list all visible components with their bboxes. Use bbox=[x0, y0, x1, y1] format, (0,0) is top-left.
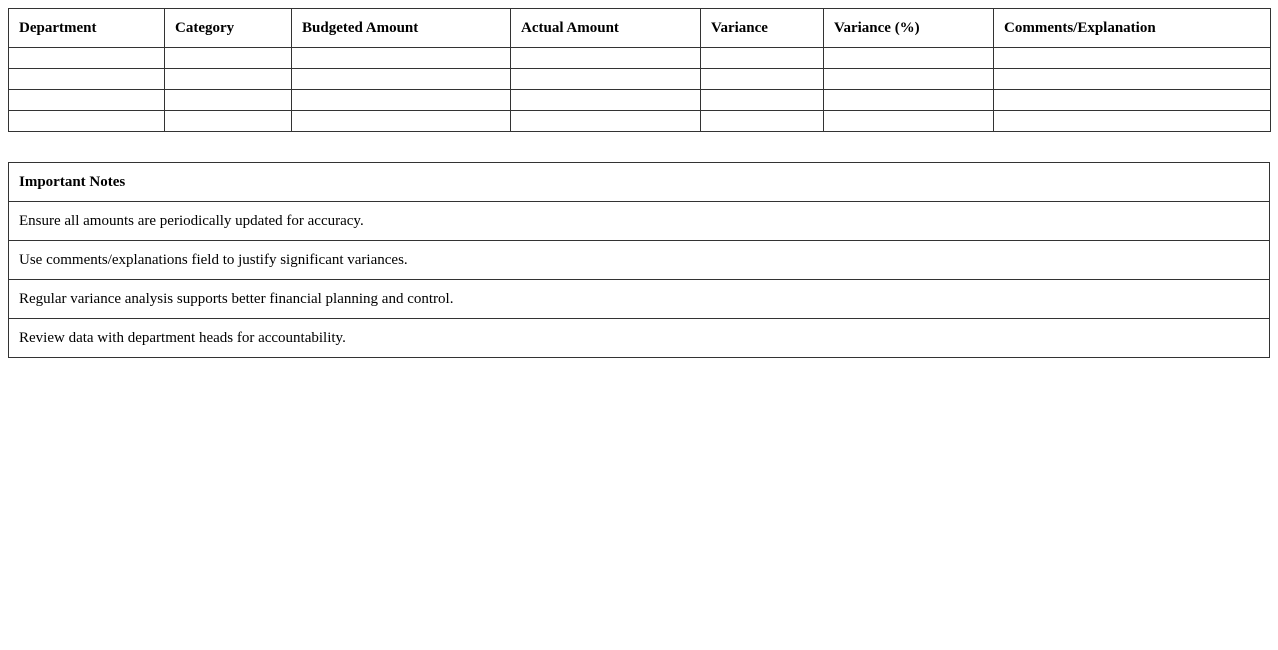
table-cell[interactable] bbox=[9, 48, 165, 69]
budget-variance-table bbox=[8, 8, 1271, 132]
table-cell[interactable] bbox=[824, 48, 994, 69]
table-row bbox=[9, 90, 1271, 111]
table-cell[interactable] bbox=[511, 69, 701, 90]
note-row bbox=[9, 202, 1270, 241]
important-notes-table bbox=[8, 162, 1270, 358]
table-cell[interactable] bbox=[165, 111, 292, 132]
header-actual-amount: Actual Amount bbox=[511, 9, 701, 48]
note-item: Use comments/explanations field to justify significant variances. bbox=[9, 241, 1270, 280]
table-cell[interactable] bbox=[701, 90, 824, 111]
note-row bbox=[9, 241, 1270, 280]
header-variance: Variance bbox=[701, 9, 824, 48]
table-cell[interactable] bbox=[511, 90, 701, 111]
table-cell[interactable] bbox=[511, 48, 701, 69]
header-category: Category bbox=[165, 9, 292, 48]
notes-title: Important Notes bbox=[9, 163, 1270, 202]
table-cell[interactable] bbox=[994, 111, 1271, 132]
table-cell[interactable] bbox=[9, 69, 165, 90]
table-cell[interactable] bbox=[165, 69, 292, 90]
table-cell[interactable] bbox=[994, 48, 1271, 69]
table-cell[interactable] bbox=[292, 90, 511, 111]
header-comments: Comments/Explanation bbox=[994, 9, 1271, 48]
note-row bbox=[9, 280, 1270, 319]
notes-header-row bbox=[9, 163, 1270, 202]
table-row bbox=[9, 48, 1271, 69]
table-cell[interactable] bbox=[994, 69, 1271, 90]
header-budgeted-amount: Budgeted Amount bbox=[292, 9, 511, 48]
table-cell[interactable] bbox=[9, 90, 165, 111]
table-cell[interactable] bbox=[701, 111, 824, 132]
header-department: Department bbox=[9, 9, 165, 48]
table-row bbox=[9, 111, 1271, 132]
table-cell[interactable] bbox=[9, 111, 165, 132]
table-cell[interactable] bbox=[511, 111, 701, 132]
table-cell[interactable] bbox=[824, 69, 994, 90]
table-row bbox=[9, 69, 1271, 90]
table-cell[interactable] bbox=[701, 69, 824, 90]
document-body bbox=[8, 8, 1270, 358]
table-cell[interactable] bbox=[292, 48, 511, 69]
header-variance-percent: Variance (%) bbox=[824, 9, 994, 48]
table-cell[interactable] bbox=[165, 48, 292, 69]
table-cell[interactable] bbox=[165, 90, 292, 111]
note-row bbox=[9, 319, 1270, 358]
note-item: Regular variance analysis supports better financial planning and control. bbox=[9, 280, 1270, 319]
note-item: Review data with department heads for accountability. bbox=[9, 319, 1270, 358]
note-item: Ensure all amounts are periodically updated for accuracy. bbox=[9, 202, 1270, 241]
table-cell[interactable] bbox=[994, 90, 1271, 111]
table-cell[interactable] bbox=[292, 69, 511, 90]
table-cell[interactable] bbox=[824, 111, 994, 132]
table-header-row bbox=[9, 9, 1271, 48]
table-cell[interactable] bbox=[701, 48, 824, 69]
table-cell[interactable] bbox=[292, 111, 511, 132]
table-cell[interactable] bbox=[824, 90, 994, 111]
